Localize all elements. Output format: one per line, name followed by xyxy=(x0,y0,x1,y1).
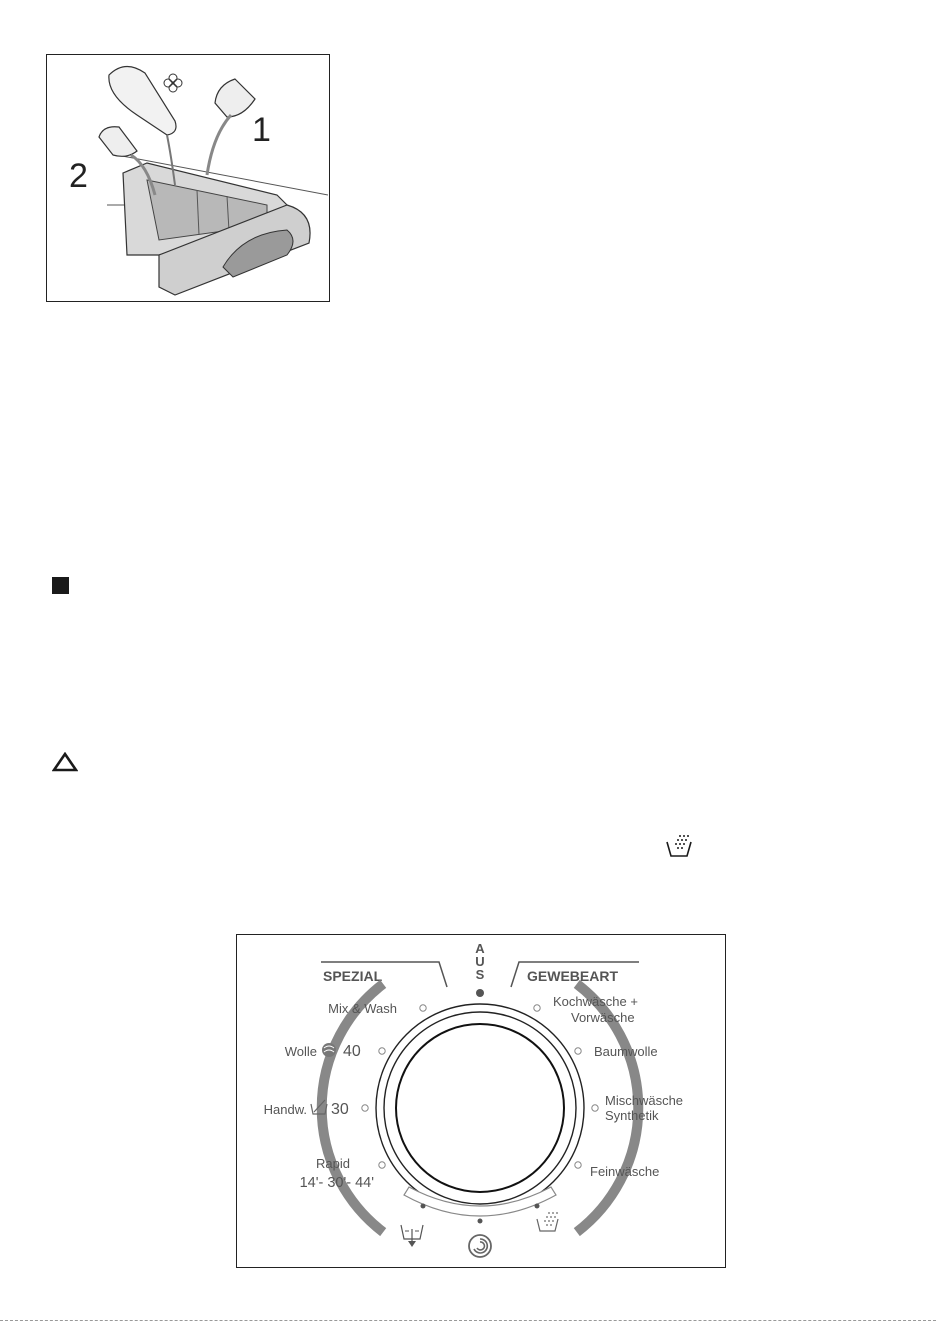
program-mix-wash: Mix & Wash xyxy=(328,1001,397,1016)
program-dial-figure xyxy=(236,934,726,1268)
dial-dot-handw xyxy=(362,1105,368,1111)
dial-dot-rapid xyxy=(379,1162,385,1168)
program-kochwaesche-line1: Kochwäsche + xyxy=(553,994,638,1009)
dial-dot-rinse xyxy=(535,1204,540,1209)
warning-triangle-icon xyxy=(52,752,78,772)
off-position-dot xyxy=(476,989,484,997)
detergent-drawer-illustration xyxy=(47,55,328,300)
spezial-title: SPEZIAL xyxy=(323,968,383,984)
program-selector-dial xyxy=(237,935,724,1266)
program-mischwaesche-line1: Mischwäsche xyxy=(605,1093,684,1108)
compartment-label-2: 2 xyxy=(69,157,88,195)
program-handw: Handw. xyxy=(263,1102,307,1117)
off-letter-s: S xyxy=(475,967,485,982)
spin-icon xyxy=(469,1235,491,1257)
program-feinwaesche: Feinwäsche xyxy=(590,1164,660,1179)
detergent-drawer-figure xyxy=(46,54,330,302)
program-rapid: Rapid xyxy=(316,1156,350,1171)
dial-dot-baumwolle xyxy=(575,1048,581,1054)
drain-icon xyxy=(401,1225,423,1247)
page-bottom-rule xyxy=(0,1320,936,1321)
dial-dot-wolle xyxy=(379,1048,385,1054)
black-square-bullet xyxy=(52,577,69,594)
dial-dot-kochwaesche xyxy=(534,1005,540,1011)
dial-knob[interactable] xyxy=(396,1024,564,1192)
off-letter-a: A xyxy=(475,941,485,956)
dial-dot-spin xyxy=(478,1219,483,1224)
dial-dot-feinwaesche xyxy=(575,1162,581,1168)
program-handw-temp: 30 xyxy=(331,1101,349,1118)
wool-icon xyxy=(322,1043,336,1057)
program-mischwaesche-line2: Synthetik xyxy=(605,1108,659,1123)
gewebeart-title: GEWEBEART xyxy=(527,968,618,984)
program-wolle-temp: 40 xyxy=(343,1043,361,1060)
flower-icon xyxy=(164,74,182,92)
program-rapid-times: 14'- 30'- 44' xyxy=(299,1175,374,1191)
program-kochwaesche-line2: Vorwäsche xyxy=(571,1010,635,1025)
off-letter-u: U xyxy=(475,954,485,969)
program-wolle: Wolle xyxy=(284,1044,317,1059)
rinse-shower-icon xyxy=(664,832,694,858)
program-baumwolle: Baumwolle xyxy=(594,1044,658,1059)
rinse-shower-icon xyxy=(537,1212,558,1231)
compartment-label-1: 1 xyxy=(252,111,271,149)
dial-dot-mix-wash xyxy=(420,1005,426,1011)
dial-dot-mischwaesche xyxy=(592,1105,598,1111)
dial-dot-drain xyxy=(421,1204,426,1209)
